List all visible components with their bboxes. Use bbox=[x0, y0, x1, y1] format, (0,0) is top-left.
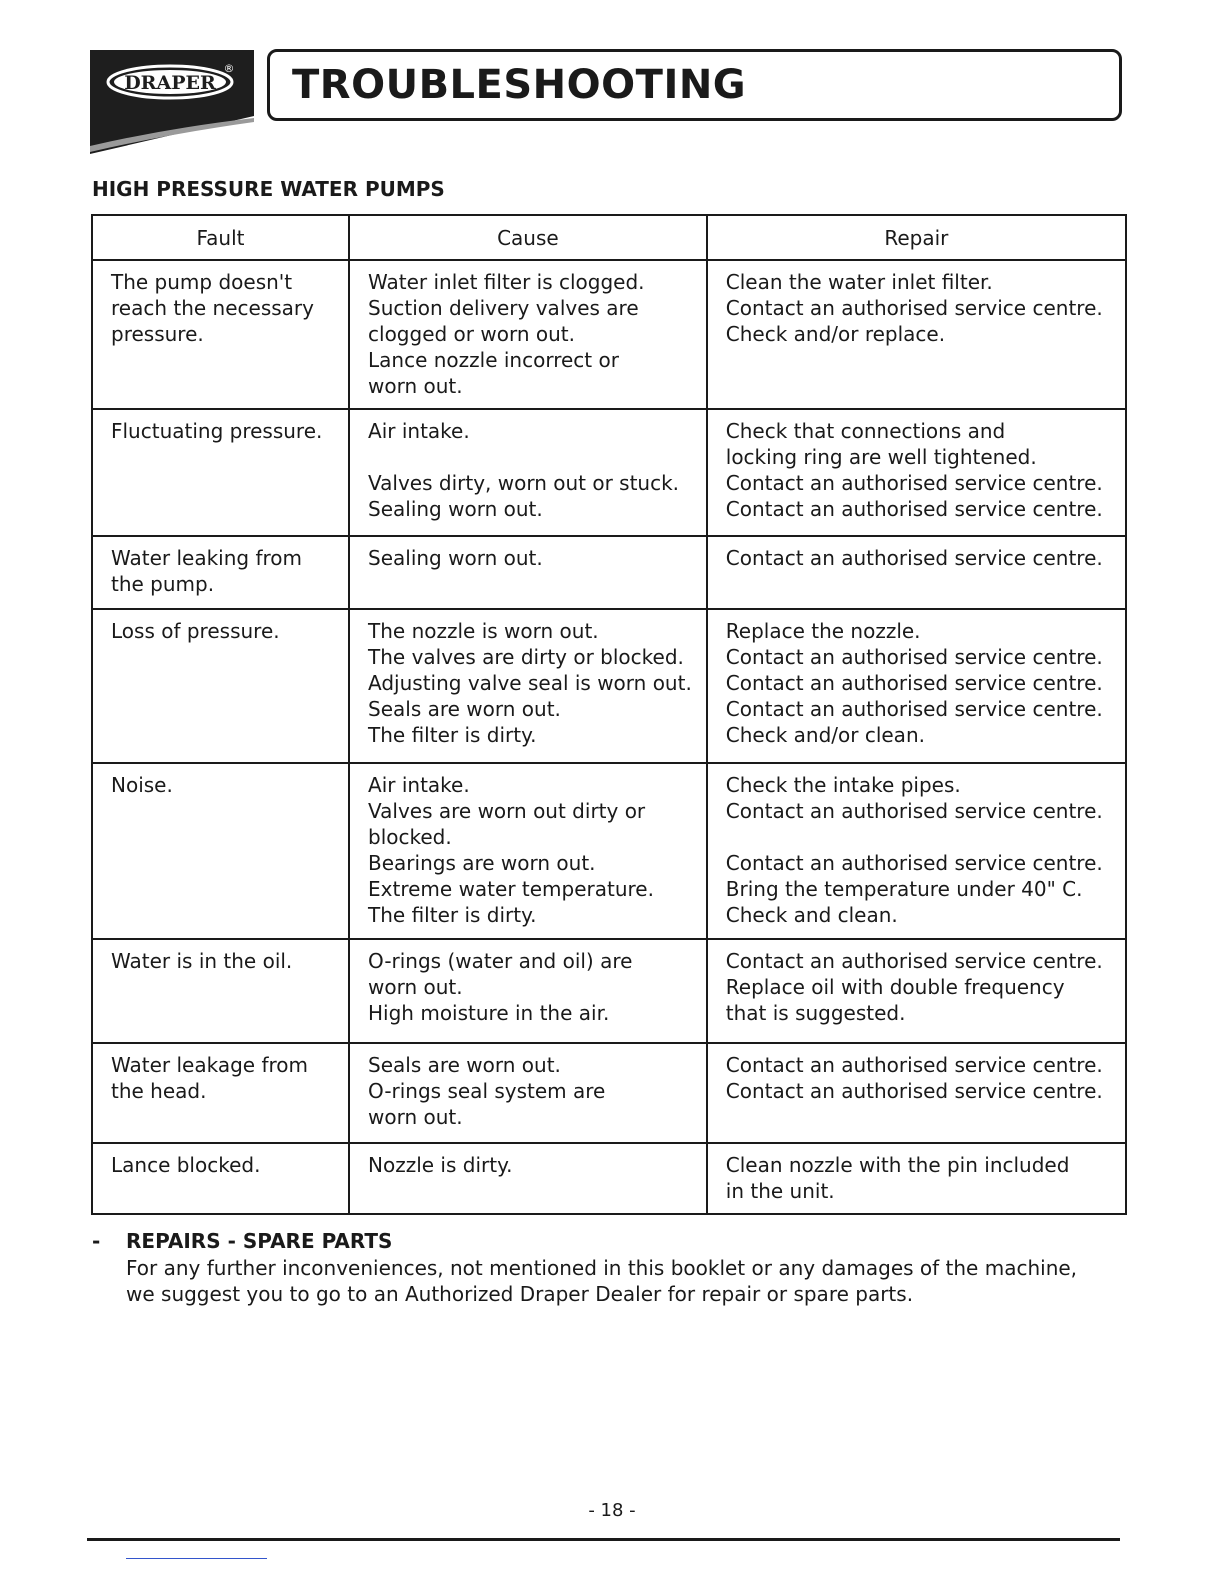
cause-line: The filter is dirty. bbox=[368, 903, 537, 927]
registered-mark: ® bbox=[223, 62, 235, 75]
repair-line: Contact an authorised service centre. bbox=[725, 799, 1103, 823]
cell-cause bbox=[349, 536, 707, 609]
repair-line: Clean nozzle with the pin included bbox=[725, 1153, 1070, 1177]
repair-line bbox=[726, 824, 1115, 850]
cell-fault bbox=[92, 409, 349, 536]
cell-fault bbox=[92, 1043, 349, 1143]
logo-text: DRAPER bbox=[124, 72, 216, 94]
cause-line: O-rings seal system are bbox=[368, 1079, 606, 1103]
repair-line: Replace oil with double frequency bbox=[725, 975, 1065, 999]
cause-line: Water inlet filter is clogged. bbox=[368, 270, 645, 294]
page-number: - 18 - bbox=[588, 1500, 636, 1521]
repair-line: Clean the water inlet filter. bbox=[725, 270, 993, 294]
cause-line: Air intake. bbox=[368, 419, 470, 443]
cell-repair bbox=[707, 763, 1126, 939]
cell-cause bbox=[349, 763, 707, 939]
cell-fault bbox=[92, 1143, 349, 1214]
fault-line: the pump. bbox=[111, 572, 215, 596]
repair-line: Check and/or replace. bbox=[725, 322, 946, 346]
cause-line: Extreme water temperature. bbox=[368, 877, 654, 901]
cause-line: O-rings (water and oil) are bbox=[368, 949, 633, 973]
cause-line: The nozzle is worn out. bbox=[368, 619, 599, 643]
cause-line: Seals are worn out. bbox=[368, 1053, 561, 1077]
repair-line: Contact an authorised service centre. bbox=[725, 296, 1103, 320]
cell-cause bbox=[349, 1043, 707, 1143]
repair-line: Contact an authorised service centre. bbox=[725, 497, 1103, 521]
table-row bbox=[92, 609, 1126, 763]
repair-line: Check that connections and bbox=[725, 419, 1006, 443]
cell-repair bbox=[707, 1143, 1126, 1214]
cell-cause bbox=[349, 409, 707, 536]
cell-repair bbox=[707, 1043, 1126, 1143]
repair-line: Contact an authorised service centre. bbox=[725, 645, 1103, 669]
cause-line: Suction delivery valves are bbox=[368, 296, 639, 320]
cell-repair bbox=[707, 536, 1126, 609]
cause-line: worn out. bbox=[368, 374, 463, 398]
repairs-text: For any further inconveniences, not mentioned in this booklet or any damages of the machine, we suggest you to go to an Authorized Draper Dealer for repair or spare parts. bbox=[126, 1256, 1078, 1306]
cause-line bbox=[368, 444, 696, 470]
cause-line: Sealing worn out. bbox=[368, 497, 543, 521]
fault-line: Water is in the oil. bbox=[111, 949, 293, 973]
repair-line: in the unit. bbox=[725, 1179, 835, 1203]
cell-repair bbox=[707, 939, 1126, 1043]
cause-line: Valves are worn out dirty or bbox=[368, 799, 646, 823]
cell-fault bbox=[92, 609, 349, 763]
repair-line: Contact an authorised service centre. bbox=[725, 851, 1103, 875]
section-title: HIGH PRESSURE WATER PUMPS bbox=[92, 177, 445, 201]
fault-line: the head. bbox=[111, 1079, 207, 1103]
troubleshooting-table bbox=[91, 214, 1127, 1215]
cause-line: Adjusting valve seal is worn out. bbox=[368, 671, 692, 695]
table-row bbox=[92, 939, 1126, 1043]
fault-line: Water leakage from bbox=[111, 1053, 308, 1077]
cell-cause bbox=[349, 260, 707, 409]
repair-line: Contact an authorised service centre. bbox=[725, 949, 1103, 973]
repair-line: that is suggested. bbox=[725, 1001, 906, 1025]
repair-line: Check the intake pipes. bbox=[725, 773, 961, 797]
column-header-cause: Cause bbox=[349, 215, 707, 260]
cause-line: worn out. bbox=[368, 975, 463, 999]
cause-line: Air intake. bbox=[368, 773, 470, 797]
fault-line: Water leaking from bbox=[111, 546, 303, 570]
cause-line: Nozzle is dirty. bbox=[368, 1153, 513, 1177]
cause-line: Bearings are worn out. bbox=[368, 851, 596, 875]
cause-line: Valves dirty, worn out or stuck. bbox=[368, 471, 680, 495]
cause-line: Lance nozzle incorrect or bbox=[368, 348, 619, 372]
repair-line: Contact an authorised service centre. bbox=[725, 471, 1103, 495]
column-header-fault: Fault bbox=[92, 215, 349, 260]
cell-cause bbox=[349, 1143, 707, 1214]
repair-line: locking ring are well tightened. bbox=[725, 445, 1037, 469]
table-row bbox=[92, 409, 1126, 536]
cell-cause bbox=[349, 939, 707, 1043]
cell-fault bbox=[92, 260, 349, 409]
cell-cause bbox=[349, 609, 707, 763]
repair-line: Contact an authorised service centre. bbox=[725, 671, 1103, 695]
page-title: TROUBLESHOOTING bbox=[292, 62, 747, 108]
cause-line: High moisture in the air. bbox=[368, 1001, 610, 1025]
fault-line: reach the necessary bbox=[111, 296, 314, 320]
fault-line: pressure. bbox=[111, 322, 204, 346]
footer-link-line bbox=[126, 1558, 267, 1559]
repair-line: Replace the nozzle. bbox=[725, 619, 921, 643]
cause-line: Seals are worn out. bbox=[368, 697, 561, 721]
table-row bbox=[92, 1143, 1126, 1214]
repair-line: Bring the temperature under 40" C. bbox=[725, 877, 1083, 901]
repair-line: Contact an authorised service centre. bbox=[725, 697, 1103, 721]
cell-repair bbox=[707, 609, 1126, 763]
repairs-heading: REPAIRS - SPARE PARTS bbox=[126, 1229, 393, 1253]
repair-line: Contact an authorised service centre. bbox=[725, 546, 1103, 570]
table-row bbox=[92, 536, 1126, 609]
title-box bbox=[267, 49, 1122, 121]
table-header-row bbox=[92, 215, 1126, 260]
cause-line: The filter is dirty. bbox=[368, 723, 537, 747]
cause-line: The valves are dirty or blocked. bbox=[368, 645, 684, 669]
cell-repair bbox=[707, 260, 1126, 409]
repair-line: Contact an authorised service centre. bbox=[725, 1053, 1103, 1077]
fault-line: Fluctuating pressure. bbox=[111, 419, 323, 443]
cause-line: Sealing worn out. bbox=[368, 546, 543, 570]
fault-line: Loss of pressure. bbox=[111, 619, 280, 643]
cause-line: blocked. bbox=[368, 825, 452, 849]
table-row bbox=[92, 763, 1126, 939]
cell-fault bbox=[92, 939, 349, 1043]
cell-repair bbox=[707, 409, 1126, 536]
repair-line: Contact an authorised service centre. bbox=[725, 1079, 1103, 1103]
fault-line: Lance blocked. bbox=[111, 1153, 261, 1177]
cause-line: clogged or worn out. bbox=[368, 322, 575, 346]
fault-line: Noise. bbox=[111, 773, 173, 797]
column-header-repair: Repair bbox=[707, 215, 1126, 260]
repair-line: Check and clean. bbox=[725, 903, 898, 927]
cause-line: worn out. bbox=[368, 1105, 463, 1129]
cell-fault bbox=[92, 763, 349, 939]
footer-rule bbox=[87, 1538, 1120, 1541]
repairs-dash: - bbox=[92, 1229, 101, 1253]
table-body bbox=[92, 260, 1126, 1214]
draper-logo bbox=[88, 48, 258, 160]
table-row bbox=[92, 260, 1126, 409]
cell-fault bbox=[92, 536, 349, 609]
table-row bbox=[92, 1043, 1126, 1143]
repair-line: Check and/or clean. bbox=[725, 723, 925, 747]
fault-line: The pump doesn't bbox=[111, 270, 293, 294]
